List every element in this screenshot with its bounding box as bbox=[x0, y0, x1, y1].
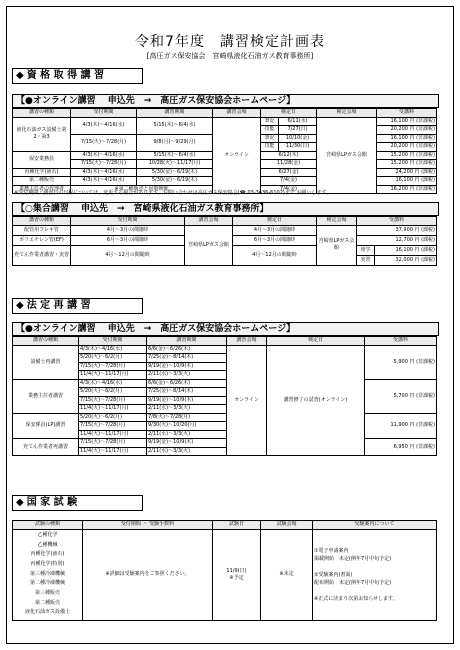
table-row: 保安業務員 4/3(木)～4/16(水) 5/15(木)～6/4(水) 6/12(木) 15,200 円 (非課税) bbox=[13, 151, 437, 160]
table-row: 7/15(火)～7/28(月) 9/30(火)～10/20(月) bbox=[13, 422, 437, 431]
online-course-table bbox=[12, 108, 437, 194]
table-row: 液化石油ガス設備士第2・第3 4/3(木)～4/16(水) 5/15(木)～6/4(水) オンライン 筆記 6/11(水) 宮崎県LPガス会館 16,100 円 (非課税) bbox=[13, 117, 437, 126]
table-header: 講習会場 bbox=[213, 109, 261, 118]
table-row: 設備士再講習 4/3(木)～4/16(水) 6/6(金)～6/26(木) オンライン 講習修了の試査(オンライン) 5,900 円 (非課税) bbox=[13, 345, 437, 354]
table-header: 受付期間 bbox=[71, 109, 137, 118]
table-header: 検定会場 bbox=[317, 109, 377, 118]
table-row: 11/4(火)～11/17(月) 2/11(水)～3/3(火) bbox=[13, 371, 437, 380]
table-row: 11/4(火)～11/17(月) 2/11(水)～3/3(火) bbox=[13, 405, 437, 414]
table-row: 第二種販売 4/3(木)～4/16(水) 5/30(金)～6/19(木) 7/4(金) 16,100 円 (課税) bbox=[13, 177, 437, 186]
table-row: 業務主任者の代理者 ※第二種販売と同時開催 7/4(金) 16,200 円 (非課税) bbox=[13, 185, 437, 194]
exam-date-cell: 11/9(日) ※予定 bbox=[213, 529, 261, 620]
exam-method: 講習修了の試査(オンライン) bbox=[267, 345, 365, 456]
online-course-band: 【●オンライン講習 申込先 → 高圧ガス保安協会ホームページ】 bbox=[12, 94, 439, 108]
online-refresher-band: 【●オンライン講習 申込先 → 高圧ガス保安協会ホームページ】 bbox=[12, 322, 439, 336]
table-header: 講習の種類 bbox=[13, 337, 79, 346]
page-subtitle: [高圧ガス保安協会 宮崎県液化石油ガス教育事務所] bbox=[146, 52, 314, 60]
table-row: 7/15(火)～7/28(月) 9/19(金)～10/9(木) bbox=[13, 362, 437, 371]
table-row: 業務主任者講習 4/3(木)～4/16(水) 6/6(金)～6/26(木) 5,700 円 (非課税) bbox=[13, 379, 437, 388]
table-header: 受講料 bbox=[377, 109, 437, 118]
table-row: 配管用フレキ管 4月～3月の間随時 宮崎県LPガス会館 4月～3月の間随時 宮崎県LPガス会館 37,900 円 (課税) bbox=[13, 225, 437, 235]
table-row: 丙種化学(液石) 4/3(木)～4/16(水) 5/30(金)～6/19(木) 6/27(金) 24,200 円 (課税) bbox=[13, 168, 437, 177]
exam-venue: 宮崎県LPガス会館 bbox=[317, 117, 377, 194]
table-header: 検定日 bbox=[267, 337, 365, 346]
group-course-band: 【○集合講習 申込先 → 宮崎県液化石油ガス教育事務所】 bbox=[12, 202, 439, 216]
section-heading-kokka bbox=[12, 495, 143, 511]
lecture-venue: オンライン bbox=[213, 117, 261, 194]
diamond-icon: ◆ bbox=[16, 300, 24, 311]
table-row: 実習 32,000 円 (課税) bbox=[13, 255, 437, 265]
page-title: 令和7年度 講習検定計画表 bbox=[135, 34, 325, 50]
table-row: 7/15(火)～7/28(月) 10/28(火)～11/17(月) 11/28(金) 15,200 円 (非課税) bbox=[13, 160, 437, 169]
table-header: 講習期間 bbox=[147, 337, 227, 346]
table-row: 11/4(火)～11/17(月) 2/11(水)～3/3(火) bbox=[13, 447, 437, 456]
table-header: 受験案内について bbox=[313, 521, 437, 530]
section-heading-text: 資 格 取 得 講 習 bbox=[26, 70, 105, 81]
table-header: 講習会場 bbox=[227, 337, 267, 346]
table-header: 試験日 bbox=[213, 521, 261, 530]
table-header: 講習期間 bbox=[137, 109, 213, 118]
section-heading-text: 国 家 試 験 bbox=[26, 497, 78, 508]
refresher-course-table bbox=[12, 336, 437, 456]
table-header: 試験の種類 bbox=[13, 521, 83, 530]
table-header: 受講料 bbox=[357, 217, 437, 226]
table-row: 5/20(火)～6/2(月) 7/25(金)～8/14(木) bbox=[13, 354, 437, 363]
exam-types: 乙種化学 乙種機械 丙種化学(液石) 丙種化学(特別) 第三種冷凍機械 第二種冷凍機械 第三種販売 第二種販売 液化石油ガス設備士 bbox=[13, 529, 83, 620]
table-row: 11/4(火)～11/17(月) 2/11(水)～3/3(火) bbox=[13, 430, 437, 439]
table-row: 5/20(火)～6/2(月) 7/25(金)～8/14(木) bbox=[13, 388, 437, 397]
table-row: 充てん作業者講習・実習 4月～12月の間随時 4月～12月の間随時 座学 16,100 円 (課税) bbox=[13, 245, 437, 255]
table-row: 保安係員(LP)講習 5/20(火)～6/2(月) 7/8(火)～7/28(月) 11,900 円 (非課税) bbox=[13, 413, 437, 422]
exam-venue: 宮崎県LPガス会館 bbox=[317, 225, 357, 265]
diamond-icon: ◆ bbox=[16, 70, 24, 81]
exam-guide: ①電子申請案内 掲載開始 未定(例年7月中旬予定) ②受験案内(書面) 配布開始 未定(例年7月中旬予定) ※正式に決まり次第お知らせします。 bbox=[313, 529, 437, 620]
section-heading-text: 法 定 再 講 習 bbox=[26, 300, 91, 311]
table-header: 受付期間 bbox=[79, 337, 147, 346]
table-header: 受付期間 bbox=[71, 217, 185, 226]
section-heading-houtei bbox=[12, 298, 143, 314]
table-row: 7/15(火)～7/28(月) 9/19(金)～10/9(木) bbox=[13, 396, 437, 405]
table-row: 技能 7/27(日) 20,200 円 (非課税) bbox=[13, 126, 437, 135]
table-header: 試験会場 bbox=[261, 521, 313, 530]
table-row bbox=[13, 529, 437, 620]
exam-venue: ※未定 bbox=[261, 529, 313, 620]
diamond-icon: ◆ bbox=[16, 497, 24, 508]
table-row: 充てん作業者再講習 7/15(火)～7/28(月) 9/19(金)～10/9(木) 6,950 円 (非課税) bbox=[13, 439, 437, 448]
exam-period-note: ※詳細は受験案内をご参照ください。 bbox=[83, 529, 213, 620]
table-header: 検定会場 bbox=[317, 217, 357, 226]
lecture-venue: 宮崎県LPガス会館 bbox=[185, 225, 233, 265]
table-header: 受講料 bbox=[365, 337, 437, 346]
table-row: 技能 11/30(日) 20,200 円 (非課税) bbox=[13, 143, 437, 152]
national-exam-table bbox=[12, 520, 437, 621]
group-course-table bbox=[12, 216, 437, 266]
table-header: 講習の種類 bbox=[13, 217, 71, 226]
table-header: 受付期間 ・ 受験手数料 bbox=[83, 521, 213, 530]
table-row: 7/15(火)～7/28(月) 9/8(月)～9/29(月) 筆記 10/10(金) 16,100 円 (非課税) bbox=[13, 134, 437, 143]
lecture-venue: オンライン bbox=[227, 345, 267, 456]
table-header: 講習会場 bbox=[185, 217, 233, 226]
contact-note: ※受付期間・講習日の日程については、変更する場合があります。お問い合わせは高圧ガス保安協会(☎ 03-3436-6102)まで お願いします。 bbox=[14, 190, 332, 196]
table-header: 検定日 bbox=[233, 217, 317, 226]
section-heading-shikaku bbox=[12, 68, 143, 84]
table-row: ポリエチレン管(EF) 6月～3月の間随時 6月～3月の間随時 12,700 円 (課税) bbox=[13, 235, 437, 245]
table-header: 検定日 bbox=[261, 109, 317, 118]
table-header: 講習の種類 bbox=[13, 109, 71, 118]
